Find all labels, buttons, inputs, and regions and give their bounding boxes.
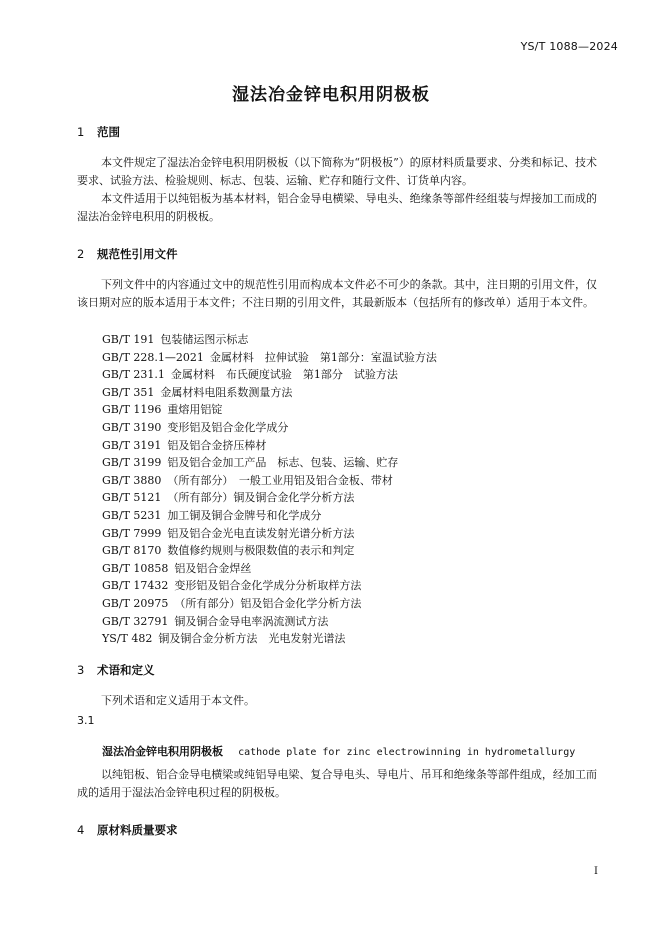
section-number: 3 — [77, 663, 85, 677]
reference-item — [102, 525, 437, 543]
reference-item — [102, 613, 437, 631]
reference-title: 铝及铝合金挤压棒材 — [167, 438, 267, 452]
reference-item — [102, 560, 437, 578]
scope-paragraph-2: 本文件适用于以纯铝板为基本材料，铝合金导电横梁、导电头、绝缘条等部件经组装与焊接加工而成的湿法冶金锌电积用的阴极板。 — [77, 192, 597, 223]
reference-code: GB/T 231.1 — [102, 368, 165, 382]
reference-item — [102, 454, 437, 472]
reference-code: GB/T 7999 — [102, 526, 162, 540]
reference-title: 变形铝及铝合金化学成分 — [167, 420, 289, 434]
reference-code: GB/T 10858 — [102, 561, 169, 575]
reference-code: GB/T 5121 — [102, 491, 162, 505]
reference-code: GB/T 5231 — [102, 508, 162, 522]
section-number: 1 — [77, 125, 85, 139]
reference-list — [102, 331, 437, 648]
section-number: 4 — [77, 823, 85, 837]
standard-number: YS/T 1088—2024 — [520, 40, 618, 53]
reference-title: 金属材料电阻系数测量方法 — [160, 385, 293, 399]
scope-paragraph-1: 本文件规定了湿法冶金锌电积用阴极板（以下简称为“阴极板”）的原材料质量要求、分类和标记、技术要求、试验方法、检验规则、标志、包装、运输、贮存和随行文件、订货单内容。 — [77, 156, 597, 187]
reference-title: 铝及铝合金焊丝 — [174, 561, 252, 575]
reference-code: GB/T 20975 — [102, 596, 169, 610]
reference-item — [102, 349, 437, 367]
reference-title: 铝及铝合金加工产品 标志、包装、运输、贮存 — [167, 456, 399, 470]
section-title: 原材料质量要求 — [97, 823, 178, 837]
reference-item — [102, 472, 437, 490]
section-heading-materials — [77, 822, 178, 838]
reference-item — [102, 630, 437, 648]
reference-code: GB/T 1196 — [102, 403, 162, 417]
section-title: 规范性引用文件 — [97, 247, 178, 261]
reference-code: GB/T 3199 — [102, 456, 162, 470]
section-heading-scope — [77, 124, 120, 140]
term-entry — [102, 740, 575, 759]
reference-item — [102, 577, 437, 595]
reference-code: GB/T 191 — [102, 333, 155, 346]
section-title: 范围 — [97, 125, 121, 139]
reference-code: GB/T 3880 — [102, 473, 162, 487]
term-english: cathode plate for zinc electrowinning in hydrometallurgy — [238, 747, 576, 758]
section-heading-terms — [77, 662, 155, 678]
reference-title: 加工铜及铜合金牌号和化学成分 — [167, 508, 322, 522]
reference-item — [102, 401, 437, 419]
reference-title: 数值修约规则与极限数值的表示和判定 — [167, 544, 355, 558]
reference-title: 变形铝及铝合金化学成分分析取样方法 — [174, 579, 362, 593]
reference-item — [102, 489, 437, 507]
reference-title: 金属材料 布氏硬度试验 第1部分 试验方法 — [170, 368, 398, 382]
terms-intro: 下列术语和定义适用于本文件。 — [101, 694, 255, 707]
page-number: I — [594, 866, 598, 877]
reference-title: 金属材料 拉伸试验 第1部分：室温试验方法 — [209, 350, 437, 364]
section-title: 术语和定义 — [97, 663, 155, 677]
reference-item — [102, 331, 437, 349]
document-title: 湿法冶金锌电积用阴极板 — [232, 85, 430, 105]
reference-item — [102, 384, 437, 402]
reference-code: GB/T 17432 — [102, 579, 169, 593]
reference-title: （所有部分） 一般工业用铝及铝合金板、带材 — [167, 473, 393, 487]
section-number: 2 — [77, 247, 85, 261]
term-chinese: 湿法冶金锌电积用阴极板 — [102, 745, 223, 758]
reference-title: （所有部分）铝及铝合金化学分析方法 — [174, 596, 362, 610]
reference-code: GB/T 8170 — [102, 544, 162, 558]
term-number: 3.1 — [77, 714, 95, 727]
reference-item — [102, 507, 437, 525]
reference-item — [102, 437, 437, 455]
reference-code: GB/T 32791 — [102, 614, 169, 628]
reference-title: 铜及铜合金分析方法 光电发射光谱法 — [158, 632, 346, 646]
reference-code: GB/T 351 — [102, 385, 155, 399]
term-definition: 以纯铝板、铝合金导电横梁或纯铝导电梁、复合导电头、导电片、吊耳和绝缘条等部件组成，经加工而成的适用于湿法冶金锌电积过程的阴极板。 — [77, 768, 597, 799]
reference-item — [102, 542, 437, 560]
reference-title: 铜及铜合金导电率涡流测试方法 — [174, 614, 329, 628]
reference-title: （所有部分）铜及铜合金化学分析方法 — [167, 491, 355, 505]
reference-title: 包装储运图示标志 — [160, 333, 249, 346]
reference-item — [102, 419, 437, 437]
section-heading-normative — [77, 246, 178, 262]
reference-title: 重熔用铝锭 — [167, 403, 223, 417]
reference-title: 铝及铝合金光电直读发射光谱分析方法 — [167, 526, 355, 540]
reference-code: GB/T 3190 — [102, 420, 162, 434]
reference-code: GB/T 228.1—2021 — [102, 350, 204, 364]
reference-item — [102, 595, 437, 613]
reference-item — [102, 366, 437, 384]
reference-code: GB/T 3191 — [102, 438, 162, 452]
normative-intro: 下列文件中的内容通过文中的规范性引用而构成本文件必不可少的条款。其中，注日期的引用文件，仅该日期对应的版本适用于本文件；不注日期的引用文件，其最新版本（包括所有的修改单）适用于本文件。 — [77, 278, 597, 309]
reference-code: YS/T 482 — [102, 632, 153, 646]
